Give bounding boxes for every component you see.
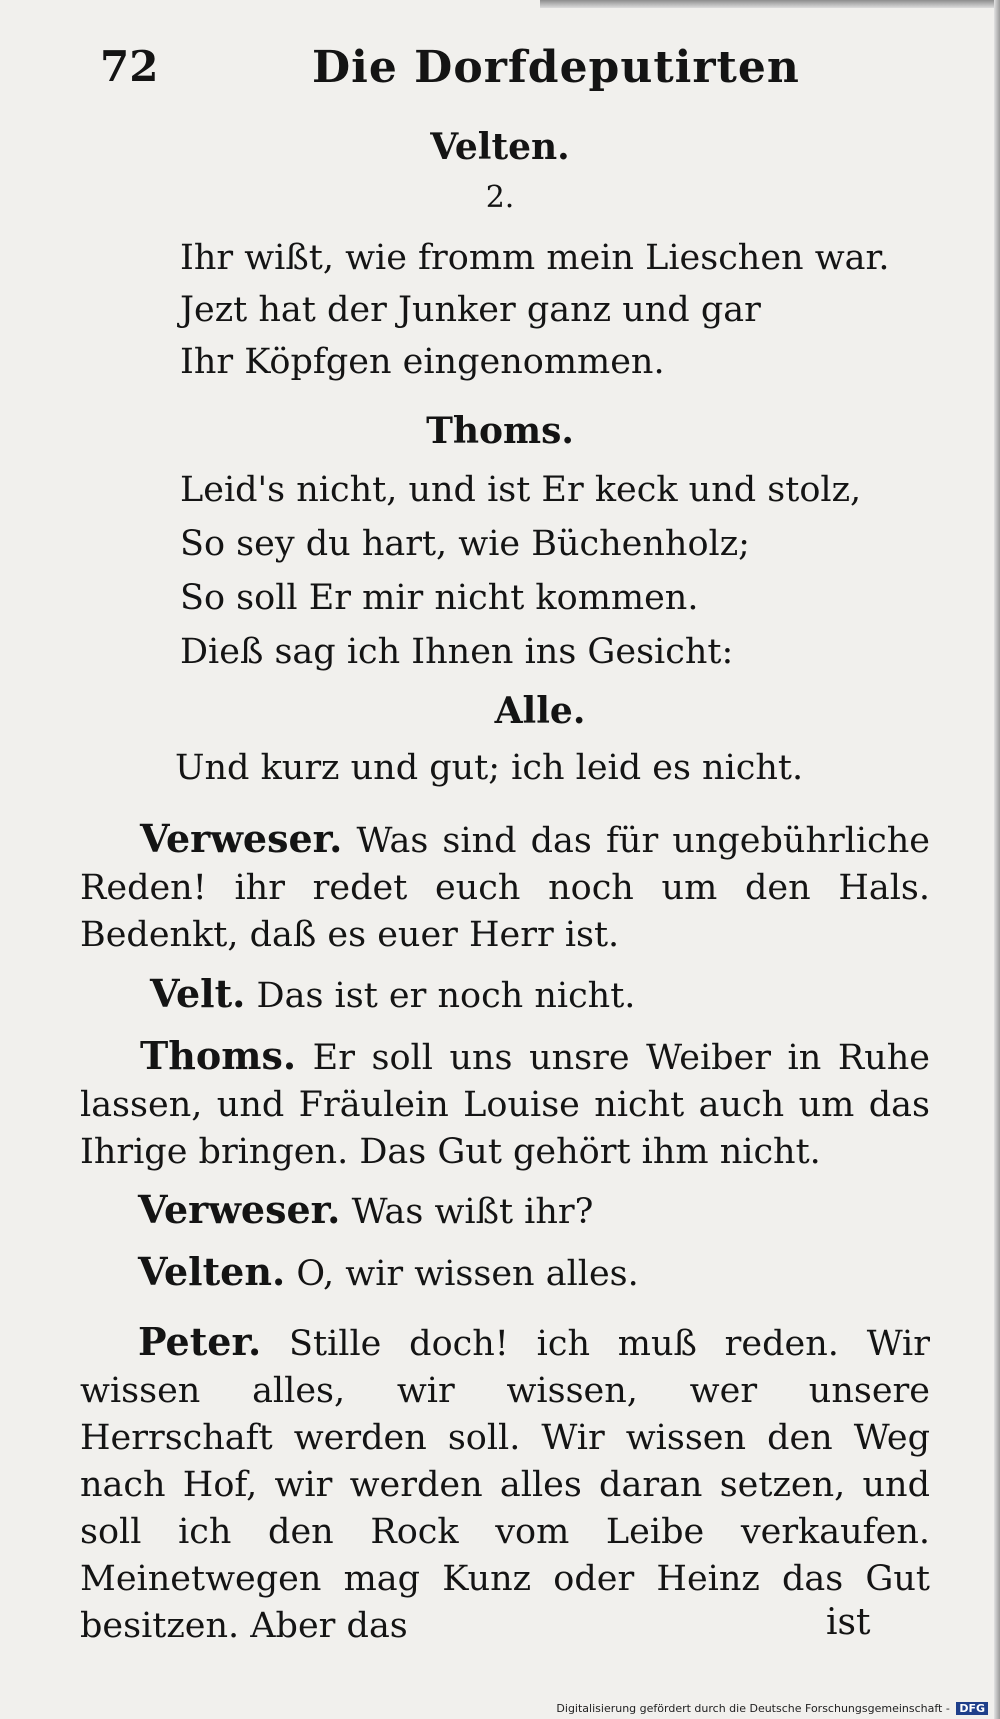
scan-edge-top xyxy=(540,0,1000,8)
song-speaker-alle: Alle. xyxy=(494,690,586,732)
song-speaker-thoms: Thoms. xyxy=(426,410,574,452)
speech-text: O, wir wissen alles. xyxy=(296,1254,639,1294)
dialogue-paragraph xyxy=(80,815,930,959)
dialogue-paragraph xyxy=(80,1186,930,1236)
catchword: ist xyxy=(826,1602,871,1643)
speech-text: Was wißt ihr? xyxy=(351,1192,594,1232)
verse-line: Ihr Köpfgen eingenommen. xyxy=(180,342,665,382)
digitization-footer xyxy=(556,1702,988,1715)
verse-line: Ihr wißt, wie fromm mein Lieschen war. xyxy=(180,238,890,278)
scan-edge-right xyxy=(994,0,1000,1719)
dialogue-paragraph xyxy=(80,1032,930,1176)
verse-line: Jezt hat der Junker ganz und gar xyxy=(180,290,761,330)
speaker-name: Peter. xyxy=(138,1319,262,1364)
page-number: 72 xyxy=(100,42,159,91)
speech-text: Er soll uns unsre Weiber in Ruhe lassen, und Fräulein Louise nicht auch um das Ihrige bringen. Das Gut gehört ihm nicht. xyxy=(80,1038,930,1172)
verse-line: Dieß sag ich Ihnen ins Gesicht: xyxy=(180,632,734,672)
speaker-name: Velten. xyxy=(138,1249,286,1294)
speech-text: Das ist er noch nicht. xyxy=(256,976,636,1016)
speech-text: Was sind das für ungebührliche Reden! ihr redet euch noch um den Hals. Bedenkt, daß es euer Herr ist. xyxy=(80,821,930,955)
speaker-name: Verweser. xyxy=(138,1187,341,1232)
dialogue-paragraph xyxy=(80,970,930,1020)
stanza-number: 2. xyxy=(485,180,515,215)
footer-text: Digitalisierung gefördert durch die Deutsche Forschungsgemeinschaft - xyxy=(556,1702,950,1715)
speaker-name: Thoms. xyxy=(140,1033,297,1078)
running-title: Die Dorfdeputirten xyxy=(312,42,800,93)
verse-line: Und kurz und gut; ich leid es nicht. xyxy=(175,748,804,788)
speaker-name: Velt. xyxy=(150,971,246,1016)
verse-line: So soll Er mir nicht kommen. xyxy=(180,578,699,618)
page-header xyxy=(0,42,1000,112)
speech-text: Stille doch! ich muß reden. Wir wissen alles, wir wissen, wer unsere Herrschaft werden soll. Wir wissen den Weg nach Hof, wir werden alles daran setzen, und soll ich den Rock vom Leibe verkaufen. Meinetwegen mag Kunz oder Heinz das Gut besitzen. Aber das xyxy=(80,1324,930,1646)
speaker-name: Verweser. xyxy=(140,816,343,861)
dfg-logo: DFG xyxy=(956,1702,988,1715)
dialogue-paragraph xyxy=(80,1318,930,1650)
dialogue-paragraph xyxy=(80,1248,930,1298)
verse-line: Leid's nicht, und ist Er keck und stolz, xyxy=(180,470,862,510)
verse-line: So sey du hart, wie Büchenholz; xyxy=(180,524,750,564)
song-speaker-velten: Velten. xyxy=(430,126,570,168)
